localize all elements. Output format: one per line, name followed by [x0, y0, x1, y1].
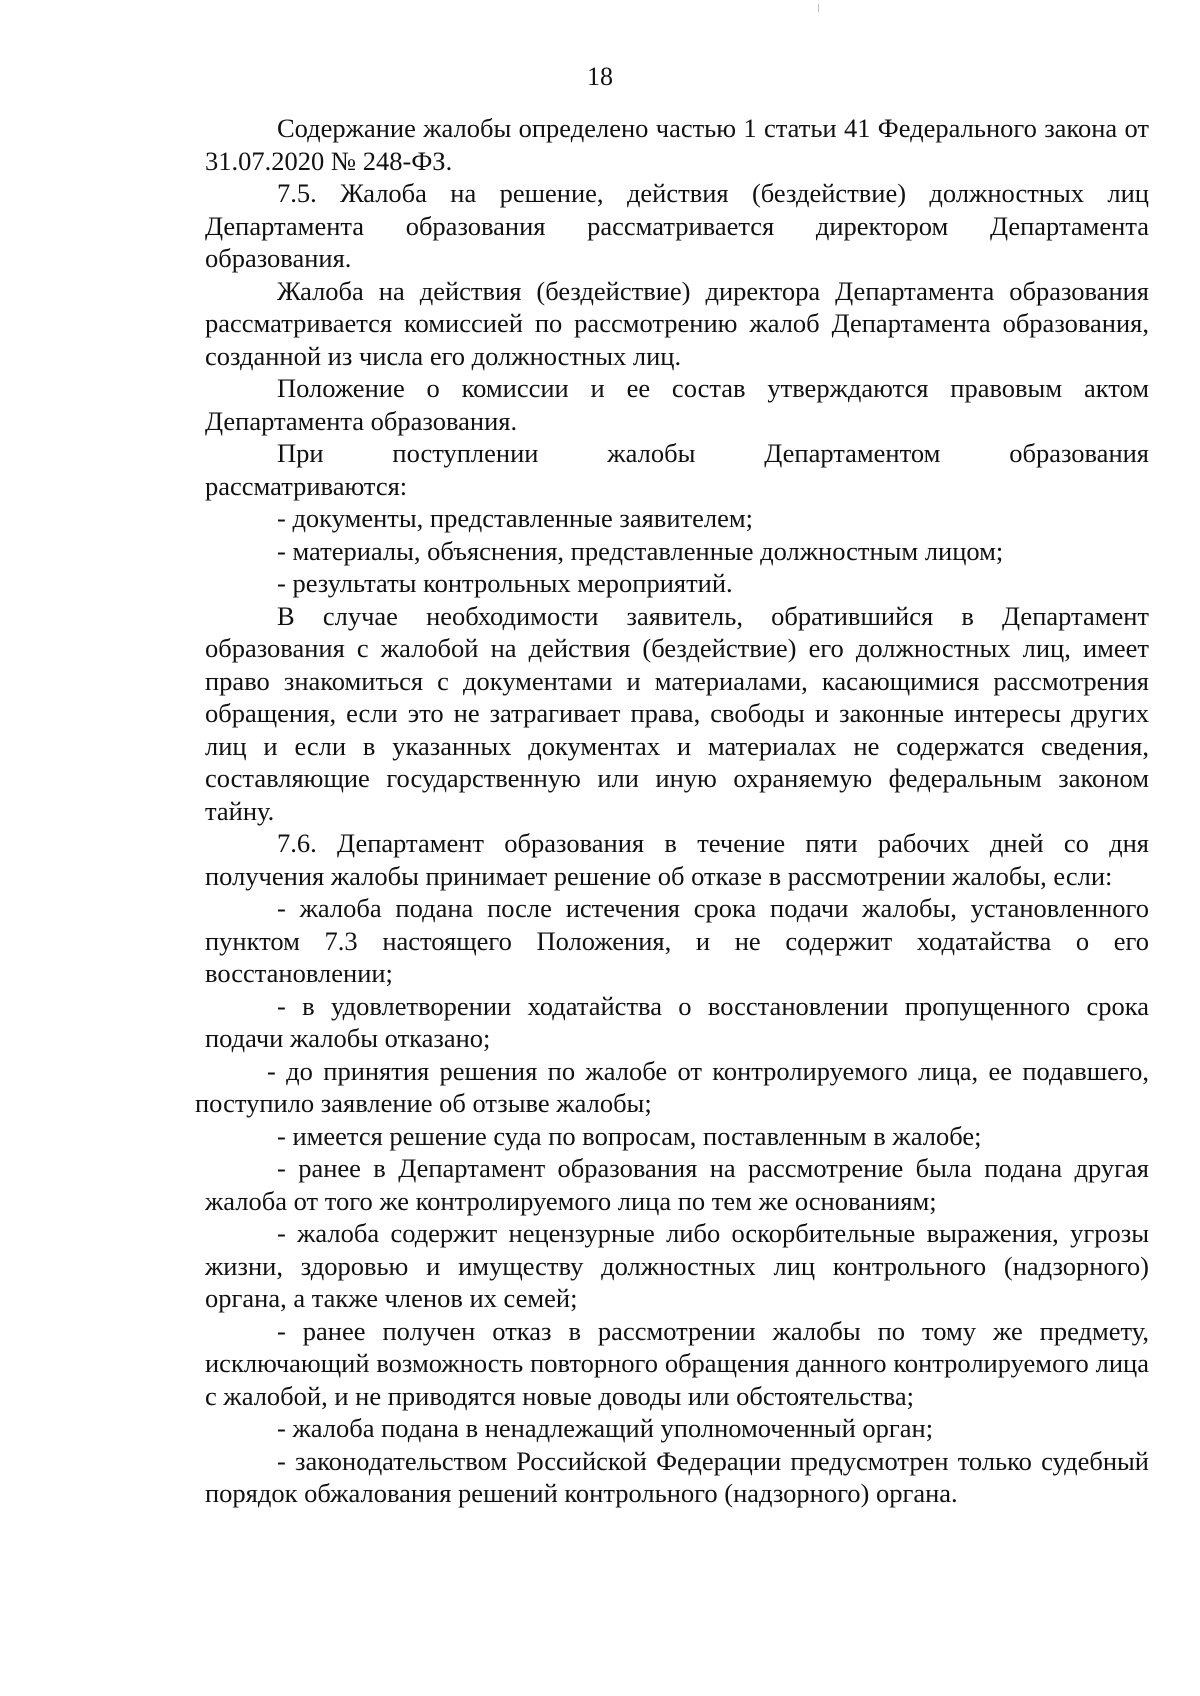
paragraph-applicant-rights: В случае необходимости заявитель, обратившийся в Департамент образования с жалобой на действия (бездействие) его должностных лиц, имеет право знакомиться с документами и материалами, касающимися рассмотрения обращения, если это не затрагивает права, свободы и законные интересы других лиц и если в указанных документах и материалах не содержатся сведения, составляющие государственную или иную охраняемую федеральным законом тайну.	[205, 600, 1149, 826]
paragraph-7-5: 7.5. Жалоба на решение, действия (бездействие) должностных лиц Департамента образования рассматривается директором Департамента образования.	[205, 178, 1149, 273]
paragraph-complaint-content: Содержание жалобы определено частью 1 статьи 41 Федерального закона от 31.07.2020 № 248-ФЗ.	[205, 113, 1149, 176]
page-number: 18	[587, 62, 613, 91]
list-item-results: - результаты контрольных мероприятий.	[277, 568, 733, 598]
paragraph-considered: рассматриваются:	[205, 470, 408, 501]
paragraph-7-6: 7.6. Департамент образования в течение пяти рабочих дней со дня получения жалобы принимает решение об отказе в рассмотрении жалобы, если:	[205, 828, 1149, 891]
paragraph-director-complaint: Жалоба на действия (бездействие) директора Департамента образования рассматривается комиссией по рассмотрению жалоб Департамента образования, созданной из числа его должностных лиц.	[205, 275, 1149, 371]
scan-artifact	[818, 4, 819, 12]
list-item-offensive-content: - жалоба содержит нецензурные либо оскорбительные выражения, угрозы жизни, здоровью и имуществу должностных лиц контрольного (надзорного) органа, а также членов их семей;	[205, 1218, 1149, 1313]
document-body	[195, 112, 1149, 1510]
list-item-court-decision: - имеется решение суда по вопросам, поставленным в жалобе;	[277, 1120, 982, 1151]
paragraph-commission-regulation: Положение о комиссии и ее состав утверждаются правовым актом Департамента образования.	[205, 373, 1149, 436]
list-item-documents: - документы, представленные заявителем;	[277, 503, 753, 533]
list-item-duplicate-complaint: - ранее в Департамент образования на рассмотрение была подана другая жалоба от того же контролируемого лица по тем же основаниям;	[205, 1153, 1149, 1216]
list-item-withdrawal: - до принятия решения по жалобе от контролируемого лица, ее подавшего, поступило заявление об отзыве жалобы;	[195, 1055, 1149, 1118]
list-item-previous-refusal: - ранее получен отказ в рассмотрении жалобы по тому же предмету, исключающий возможность повторного обращения данного контролируемого лица с жалобой, и не приводятся новые доводы или обстоятельства;	[205, 1315, 1149, 1411]
list-item-materials: - материалы, объяснения, представленные должностным лицом;	[277, 535, 1004, 566]
list-item-judicial-only: - законодательством Российской Федерации предусмотрен только судебный порядок обжалования решений контрольного (надзорного) органа.	[205, 1445, 1149, 1508]
list-item-deadline-expired: - жалоба подана после истечения срока подачи жалобы, установленного пунктом 7.3 настоящего Положения, и не содержит ходатайства о его восстановлении;	[205, 893, 1149, 988]
list-item-wrong-authority: - жалоба подана в ненадлежащий уполномоченный орган;	[277, 1413, 934, 1443]
list-item-petition-denied: - в удовлетворении ходатайства о восстановлении пропущенного срока подачи жалобы отказано;	[205, 990, 1149, 1053]
paragraph-on-receipt: При поступлении жалобы Департаментом образования	[277, 438, 1149, 468]
